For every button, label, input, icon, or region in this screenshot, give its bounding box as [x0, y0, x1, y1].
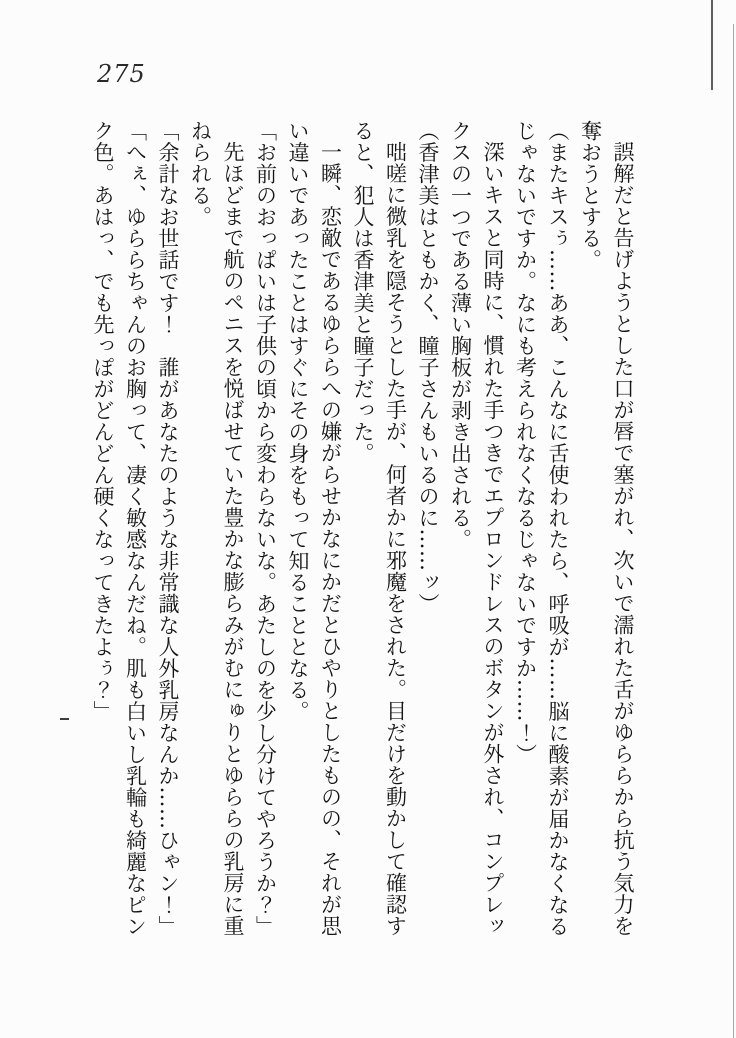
scan-speck — [60, 718, 69, 720]
paragraph: （香津美はともかく、瞳子さんもいるのに……ッ） — [416, 120, 440, 615]
page-edge-line — [733, 24, 734, 1038]
scan-artifact-line — [711, 0, 713, 90]
paragraph: 「へぇ、ゆららちゃんのお胸って、凄く敏感なんだね。肌も白いし乳輪も綺麗なピンク色。あはっ、でも先っぽがどんどん硬くなってきたよぅ？」 — [91, 120, 148, 937]
paragraph: 誤解だと告げようとした口が唇で塞がれ、次いで濡れた舌がゆららから抗う気力を奪おうとする。 — [578, 120, 635, 937]
paragraph: 「お前のおっぱいは子供の頃から変わらないな。あたしのを少し分けてやろうか？」 — [253, 120, 278, 937]
page-number: 275 — [97, 60, 146, 88]
paragraph: （またキスぅ……ああ、こんなに舌使われたら、呼吸が……脳に酸素が届かなくなるじゃないですか。なにも考えられなくなるじゃないですか……！） — [513, 120, 570, 937]
paragraph: 深いキスと同時に、慣れた手つきでエプロンドレスのボタンが外され、コンプレックスの一つである薄い胸板が剥き出される。 — [448, 120, 505, 937]
paragraph: 「余計なお世話です！ 誰があなたのような非常識な人外乳房なんか……ひゃン！」 — [156, 120, 180, 937]
paragraph: 先ほどまで航のペニスを悦ばせていた豊かな膨らみがむにゅりとゆららの乳房に重ねられる。 — [188, 120, 245, 937]
paragraph: 咄嗟に微乳を隠そうとした手が、何者かに邪魔をされた。目だけを動かして確認すると、犯人は香津美と瞳子だった。 — [351, 120, 408, 937]
paragraph: 一瞬、恋敵であるゆららへの嫌がらせかなにかだとひやりとしたものの、それが思い違いであったことはすぐにその身をもって知ることとなる。 — [286, 120, 343, 937]
body-text — [87, 120, 640, 940]
